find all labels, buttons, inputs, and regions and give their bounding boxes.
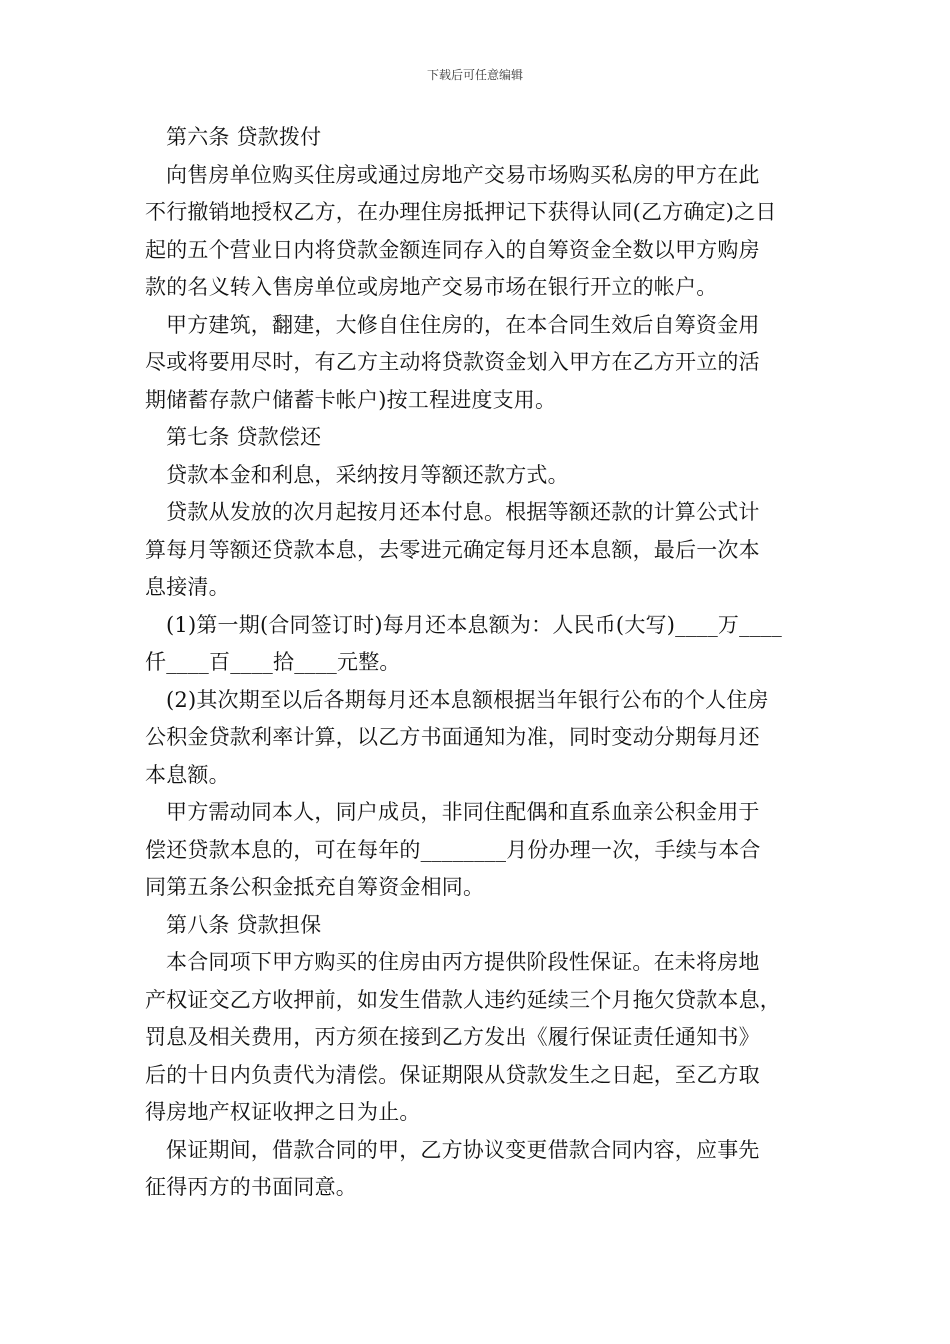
text-line: 后的十日内负责代为清偿。保证期限从贷款发生之日起，至乙方取 [145,1062,760,1087]
text-line: 得房地产权证收押之日为止。 [145,1100,421,1124]
text-line: 不行撤销地授权乙方，在办理住房抵押记下获得认同(乙方确定)之日 [145,200,777,224]
text-line: 公积金贷款利率计算，以乙方书面通知为准，同时变动分期每月还 [145,725,760,749]
text-line: 贷款本金和利息，采纳按月等额还款方式。 [166,462,569,487]
text-line: 向售房单位购买住房或通过房地产交易市场购买私房的甲方在此 [166,162,760,187]
text-line: 本合同项下甲方购买的住房由丙方提供阶段性保证。在未将房地 [166,950,760,974]
text-line: 息接清。 [145,575,230,599]
text-line: 第八条 贷款担保 [166,912,322,937]
document-body [145,119,810,1207]
text-line: 尽或将要用尽时，有乙方主动将贷款资金划入甲方在乙方开立的活 [145,350,760,374]
text-line: 本息额。 [145,762,230,787]
text-line: 罚息及相关费用，丙方须在接到乙方发出《履行保证责任通知书》 [145,1025,760,1049]
text-line: 征得丙方的书面同意。 [145,1175,357,1199]
text-line: 算每月等额还贷款本息，去零进元确定每月还本息额，最后一次本 [145,537,760,562]
text-line: 第七条 贷款偿还 [166,425,322,449]
text-line: 保证期间，借款合同的甲，乙方协议变更借款合同内容，应事先 [166,1137,760,1162]
text-line: 偿还贷款本息的，可在每年的________月份办理一次，手续与本合 [145,837,761,862]
text-line: 甲方建筑，翻建，大修自住住房的，在本合同生效后自筹资金用 [166,312,760,337]
text-line: 贷款从发放的次月起按月还本付息。根据等额还款的计算公式计 [166,500,760,524]
text-line: 期储蓄存款户储蓄卡帐户)按工程进度支用。 [145,387,557,412]
text-line: 起的五个营业日内将贷款金额连同存入的自筹资金全数以甲方购房 [145,237,760,262]
text-line: 款的名义转入售房单位或房地产交易市场在银行开立的帐户。 [145,275,718,299]
text-line: (1)第一期(合同签订时)每月还本息额为：人民币(大写)____万____ [166,612,782,637]
text-line: 同第五条公积金抵充自筹资金相同。 [145,875,485,899]
text-line: (2)其次期至以后各期每月还本息额根据当年银行公布的个人住房 [166,687,769,712]
text-line: 产权证交乙方收押前，如发生借款人违约延续三个月拖欠贷款本息， [145,987,781,1012]
text-line: 第六条 贷款拨付 [166,125,322,149]
page-header: 下载后可任意编辑 [426,68,523,82]
text-line: 甲方需动同本人，同户成员，非同住配偶和直系血亲公积金用于 [166,800,760,824]
text-line: 仟____百____拾____元整。 [145,650,401,674]
